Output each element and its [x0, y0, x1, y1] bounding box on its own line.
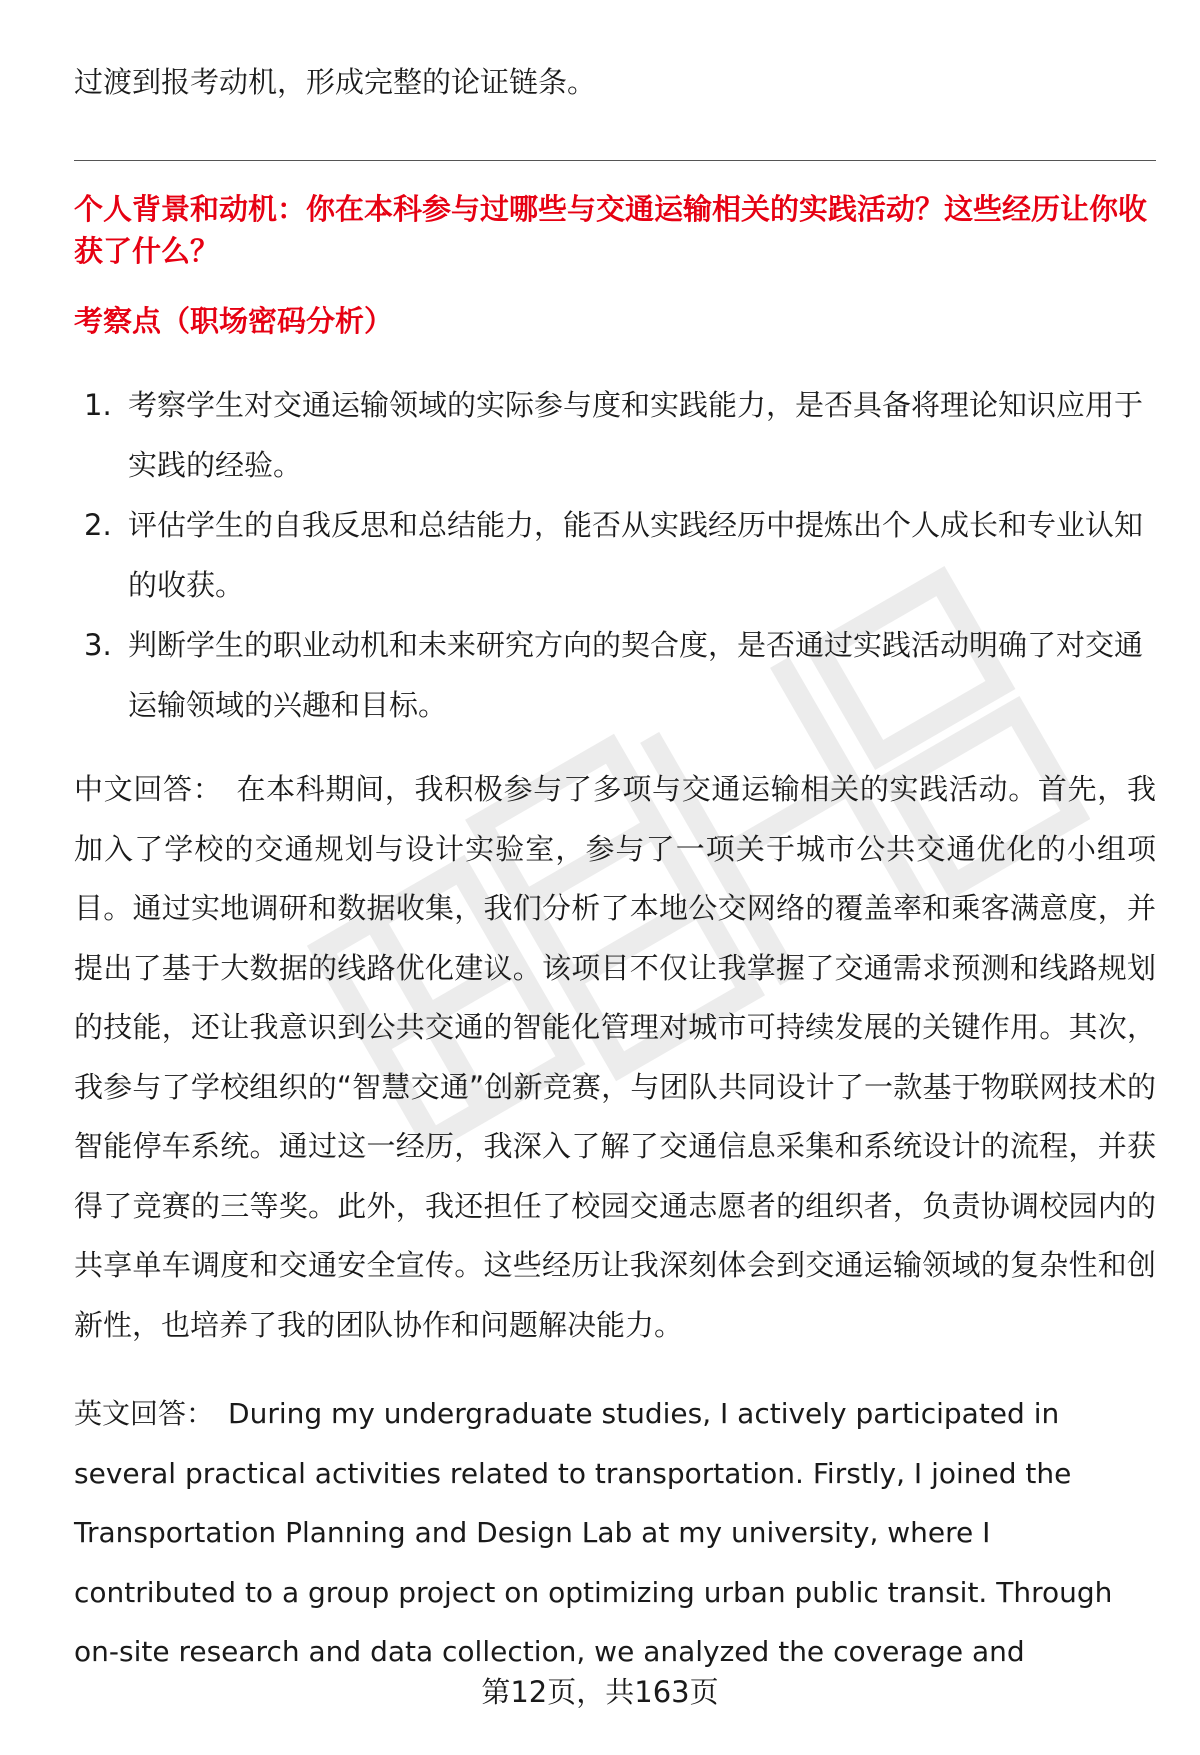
- chinese-answer: [74, 760, 1156, 1355]
- section-divider: [74, 160, 1156, 161]
- english-answer: [74, 1384, 1156, 1682]
- exam-points-heading: 考察点（职场密码分析）: [74, 304, 394, 338]
- list-item-number: 2.: [84, 508, 112, 542]
- english-answer-text: During my undergraduate studies, I actively participated in several practical activities related to transportation. Firstly, I joined the Transportation Planning and Design Lab at my university, where I contributed to a group project on optimizing urban public transit. Through on-site research and data collection, we analyzed the coverage and: [74, 1397, 1113, 1668]
- list-item-number: 3.: [84, 628, 112, 662]
- page-number-footer: 第12页，共163页: [481, 1675, 719, 1709]
- chinese-answer-label: 中文回答：: [74, 772, 223, 806]
- list-item-text: 考察学生对交通运输领域的实际参与度和实践能力，是否具备将理论知识应用于实践的经验。: [128, 388, 1144, 482]
- interview-question: 个人背景和动机：你在本科参与过哪些与交通运输相关的实践活动？这些经历让你收获了什么？: [74, 192, 1148, 268]
- exam-points-list: [74, 375, 1156, 735]
- english-answer-label: 英文回答：: [74, 1397, 215, 1430]
- list-item-text: 判断学生的职业动机和未来研究方向的契合度，是否通过实践活动明确了对交通运输领域的兴趣和目标。: [128, 628, 1144, 722]
- chinese-answer-text: 在本科期间，我积极参与了多项与交通运输相关的实践活动。首先，我加入了学校的交通规划与设计实验室，参与了一项关于城市公共交通优化的小组项目。通过实地调研和数据收集，我们分析了本地公交网络的覆盖率和乘客满意度，并提出了基于大数据的线路优化建议。该项目不仅让我掌握了交通需求预测和线路规划的技能，还让我意识到公共交通的智能化管理对城市可持续发展的关键作用。其次，我参与了学校组织的“智慧交通”创新竞赛，与团队共同设计了一款基于物联网技术的智能停车系统。通过这一经历，我深入了解了交通信息采集和系统设计的流程，并获得了竞赛的三等奖。此外，我还担任了校园交通志愿者的组织者，负责协调校园内的共享单车调度和交通安全宣传。这些经历让我深刻体会到交通运输领域的复杂性和创新性，也培养了我的团队协作和问题解决能力。: [74, 772, 1156, 1342]
- list-item: [74, 375, 1156, 495]
- list-item: [74, 615, 1156, 735]
- list-item: [74, 495, 1156, 615]
- list-item-number: 1.: [84, 388, 112, 422]
- list-item-text: 评估学生的自我反思和总结能力，能否从实践经历中提炼出个人成长和专业认知的收获。: [128, 508, 1144, 602]
- continuation-text: 过渡到报考动机，形成完整的论证链条。: [74, 65, 597, 99]
